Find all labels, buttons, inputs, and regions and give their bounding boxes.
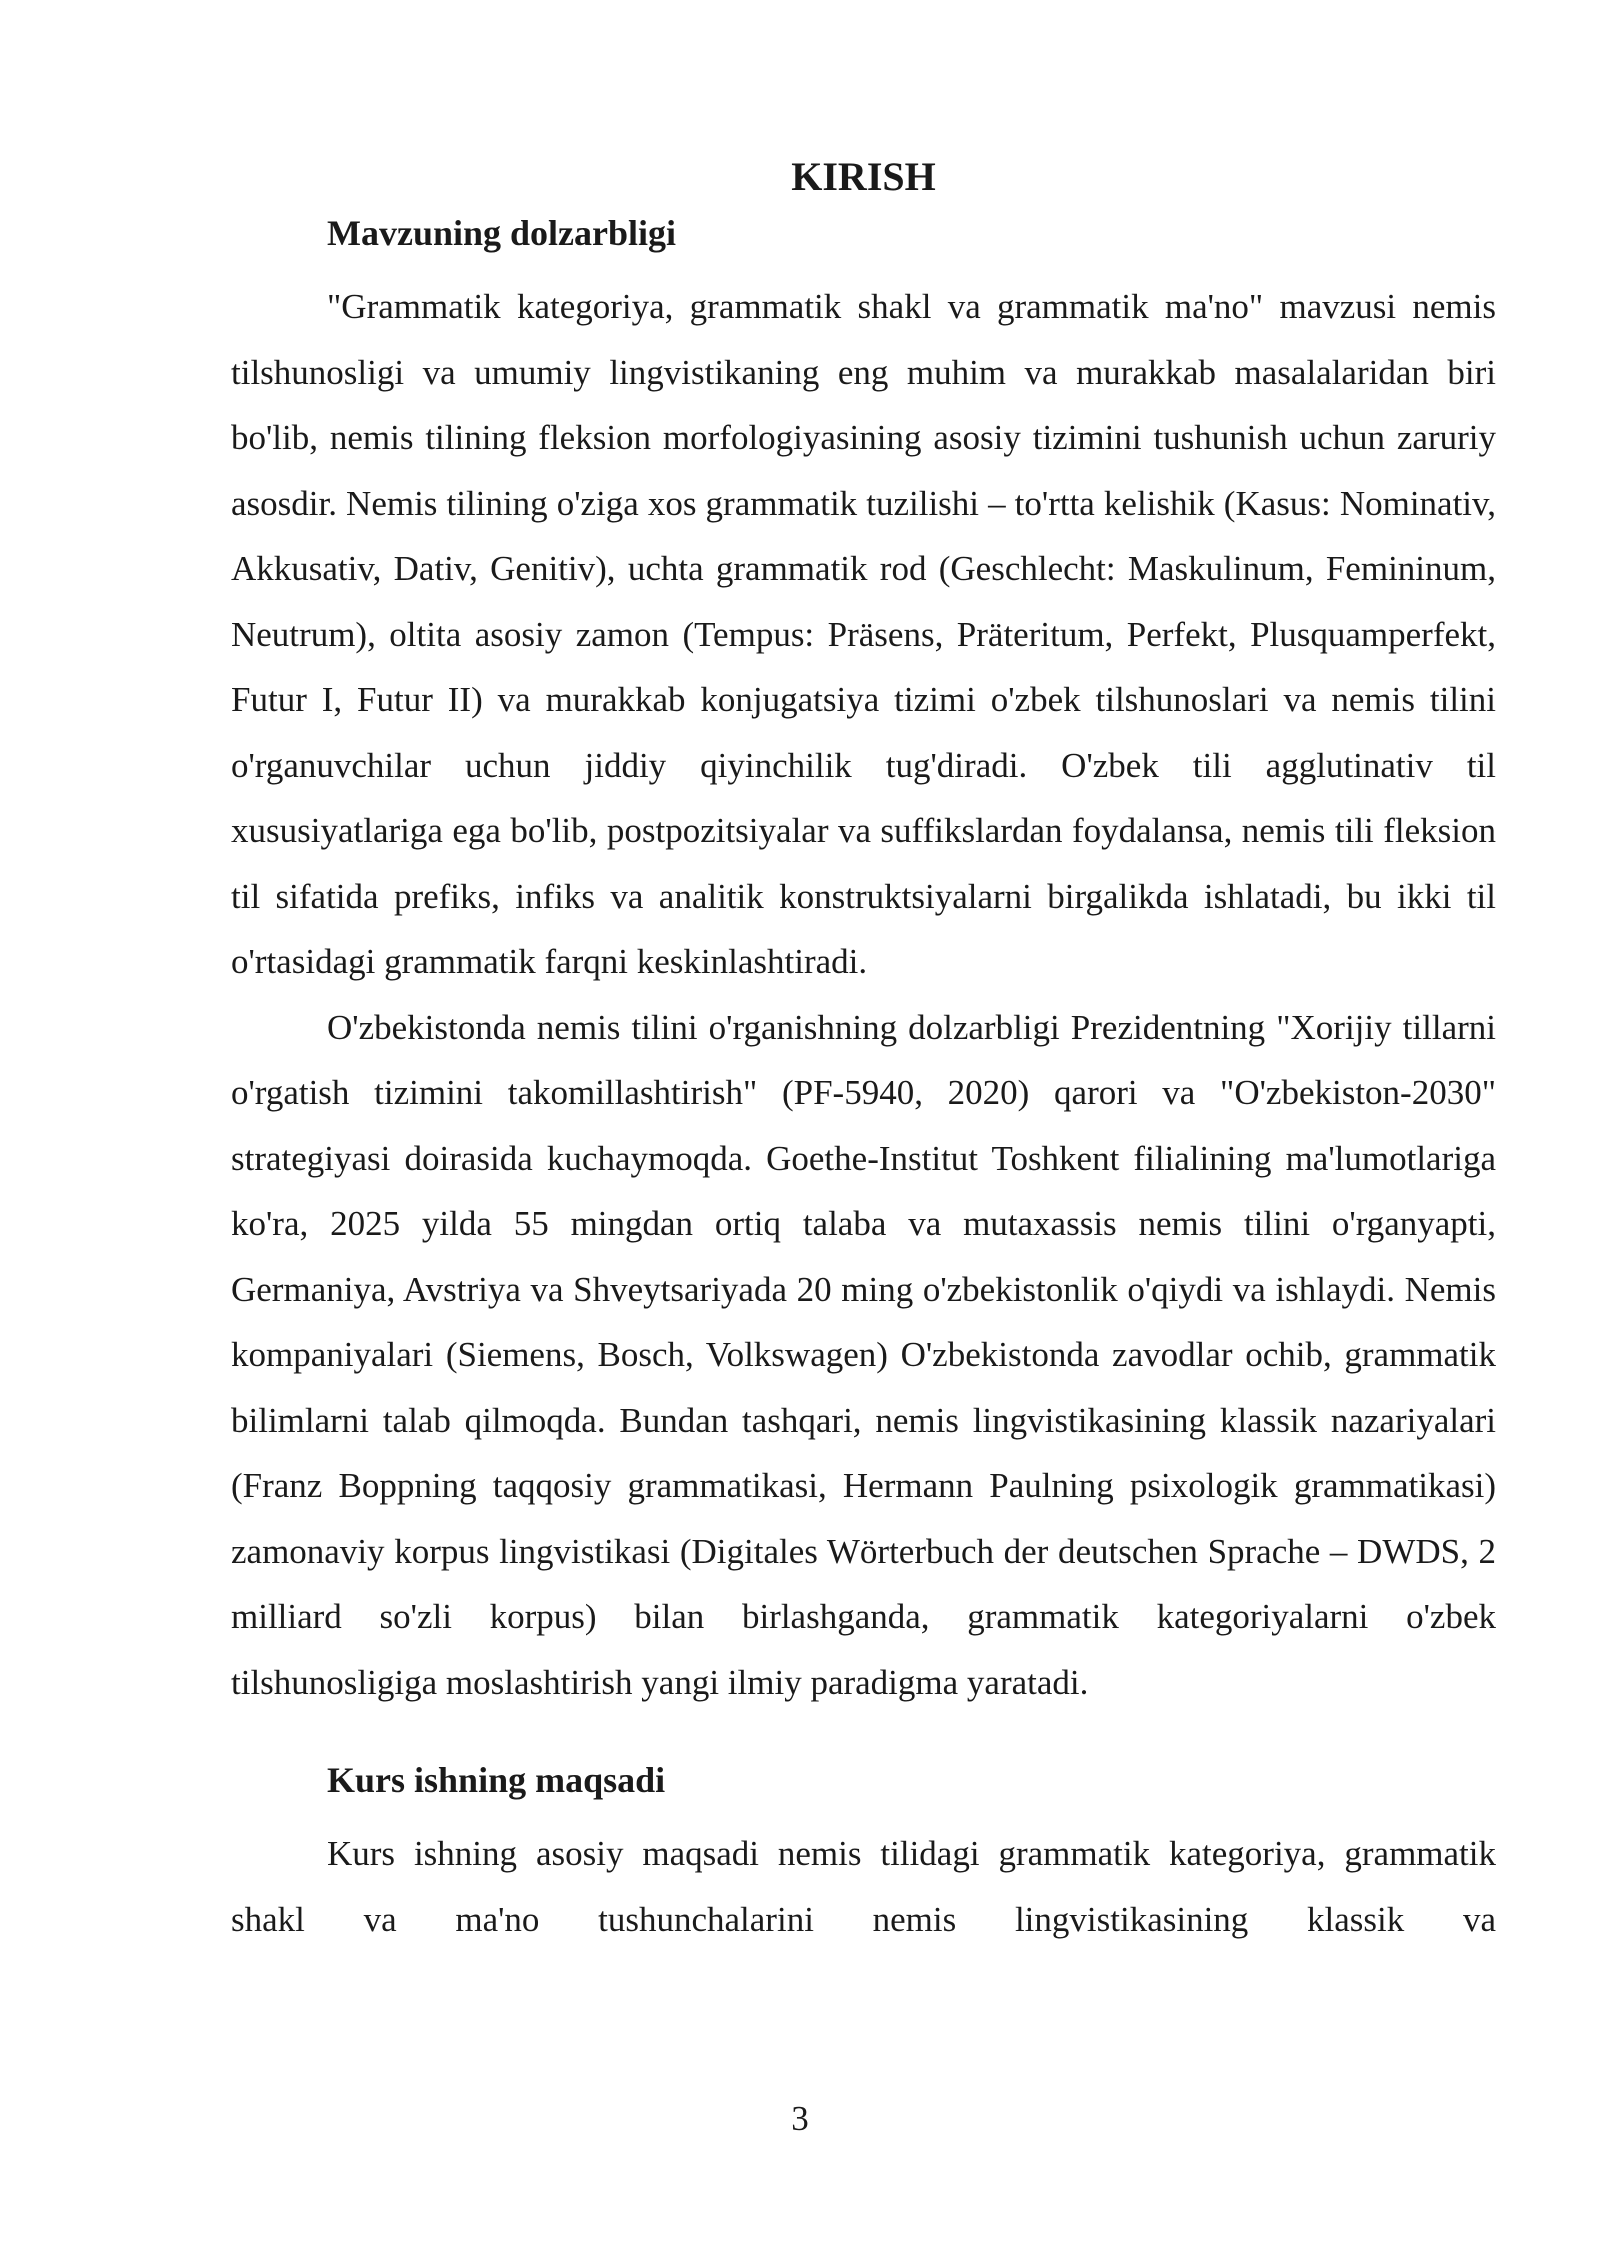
page-body [231,150,1496,1952]
paragraph-relevance-1: "Grammatik kategoriya, grammatik shakl va grammatik ma'no" mavzusi nemis tilshunosligi va umumiy lingvistikaning eng muhim va murakkab masalalaridan biri bo'lib, nemis tilining fleksion morfologiyasining asosiy tizimini tushunish uchun zaruriy asosdir. Nemis tilining o'ziga xos grammatik tuzilishi – to'rtta kelishik (Kasus: Nominativ, Akkusativ, Dativ, Genitiv), uchta grammatik rod (Geschlecht: Maskulinum, Femininum, Neutrum), oltita asosiy zamon (Tempus: Präsens, Präteritum, Perfekt, Plusquamperfekt, Futur I, Futur II) va murakkab konjugatsiya tizimi o'zbek tilshunoslari va nemis tilini o'rganuvchilar uchun jiddiy qiyinchilik tug'diradi. O'zbek tili agglutinativ til xususiyatlariga ega bo'lib, postpozitsiyalar va suffikslardan foydalansa, nemis tili fleksion til sifatida prefiks, infiks va analitik konstruktsiyalarni birgalikda ishlatadi, bu ikki til o'rtasidagi grammatik farqni keskinlashtiradi. [231,287,1496,981]
spacer [231,258,1496,274]
section-heading-goal: Kurs ishning maqsadi [327,1760,666,1800]
spacer [231,1715,1496,1755]
page-title: KIRISH [791,154,936,199]
section-heading-relevance: Mavzuning dolzarbligi [327,213,677,253]
spacer [231,1805,1496,1821]
paragraph-goal-1: Kurs ishning asosiy maqsadi nemis tilidagi grammatik kategoriya, grammatik shakl va ma'no tushunchalarini nemis lingvistikasining klassik va [231,1834,1496,1939]
paragraph-relevance-2: O'zbekistonda nemis tilini o'rganishning dolzarbligi Prezidentning "Xorijiy tillarni o'rgatish tizimini takomillashtirish" (PF-5940, 2020) qarori va "O'zbekiston-2030" strategiyasi doirasida kuchaymoqda. Goethe-Institut Toshkent filialining ma'lumotlariga ko'ra, 2025 yilda 55 mingdan ortiq talaba va mutaxassis nemis tilini o'rganyapti, Germaniya, Avstriya va Shveytsariyada 20 ming o'zbekistonlik o'qiydi va ishlaydi. Nemis kompaniyalari (Siemens, Bosch, Volkswagen) O'zbekistonda zavodlar ochib, grammatik bilimlarni talab qilmoqda. Bundan tashqari, nemis lingvistikasining klassik nazariyalari (Franz Boppning taqqosiy grammatikasi, Hermann Paulning psixologik grammatikasi) zamonaviy korpus lingvistikasi (Digitales Wörterbuch der deutschen Sprache – DWDS, 2 milliard so'zli korpus) bilan birlashganda, grammatik kategoriyalarni o'zbek tilshunosligiga moslashtirish yangi ilmiy paradigma yaratadi. [231,1007,1496,1702]
page-number: 3 [791,2099,809,2138]
